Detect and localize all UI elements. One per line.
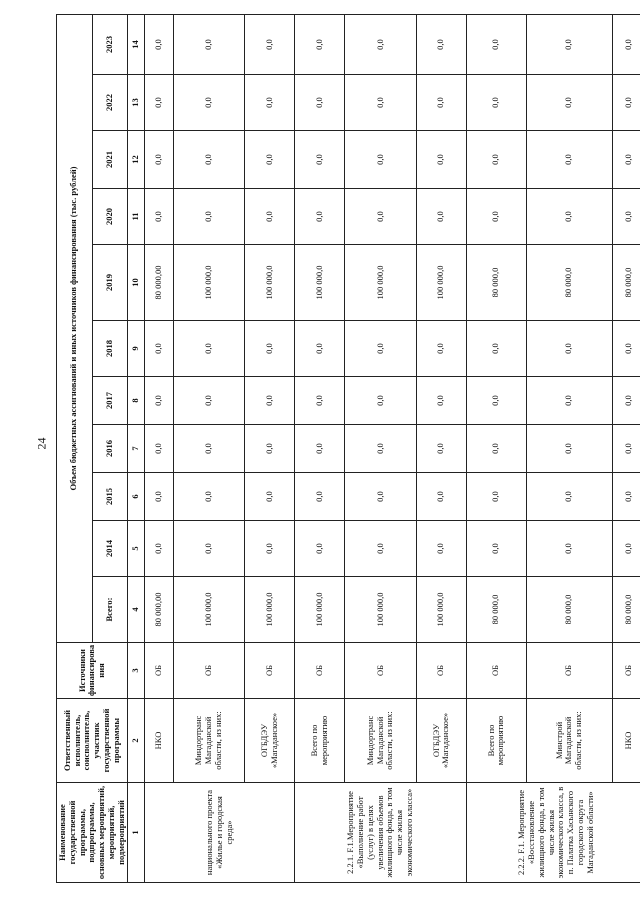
total-cell: 80 000,0 (526, 577, 612, 643)
year-value-cell: 0,0 (345, 14, 417, 74)
year-value-cell: 0,0 (295, 131, 345, 189)
year-value-cell: 0,0 (295, 75, 345, 131)
year-value-cell: 0,0 (345, 131, 417, 189)
header-year: 2015 (92, 473, 128, 521)
page-number: 24 (34, 437, 49, 450)
table-row (145, 14, 173, 882)
column-number: 1 (128, 783, 145, 883)
header-year: 2019 (92, 245, 128, 321)
year-value-cell: 0,0 (145, 14, 173, 74)
header-year: 2023 (92, 14, 128, 74)
responsible-cell: Всего по мероприятию (295, 699, 345, 783)
table-row (173, 14, 245, 882)
year-value-cell: 0,0 (245, 425, 295, 473)
year-value-cell: 0,0 (416, 189, 466, 245)
header-source: Источники финансирова ния (57, 643, 128, 699)
column-number: 10 (128, 245, 145, 321)
table-row (612, 14, 640, 882)
year-value-cell: 0,0 (295, 14, 345, 74)
column-number: 11 (128, 189, 145, 245)
header-year: 2016 (92, 425, 128, 473)
year-value-cell: 0,0 (173, 75, 245, 131)
header-name: Наименование государственной программы, подпрограммы, основных мероприятий, мероприятий, подмероприятий (57, 783, 128, 883)
year-value-cell: 0,0 (612, 377, 640, 425)
year-value-cell: 0,0 (173, 377, 245, 425)
total-cell: 100 000,0 (345, 577, 417, 643)
year-value-cell: 0,0 (416, 131, 466, 189)
source-cell: ОБ (612, 643, 640, 699)
year-value-cell: 0,0 (466, 521, 526, 577)
year-value-cell: 0,0 (526, 131, 612, 189)
column-number: 3 (128, 643, 145, 699)
financing-table (56, 14, 640, 883)
table-row (295, 14, 345, 882)
year-value-cell: 0,0 (145, 473, 173, 521)
year-value-cell: 80 000,0 (466, 245, 526, 321)
responsible-cell: Минстрой Магаданской области, из них: (526, 699, 612, 783)
header-year: 2022 (92, 75, 128, 131)
source-cell: ОБ (416, 643, 466, 699)
total-cell: 100 000,0 (173, 577, 245, 643)
source-cell: ОБ (295, 643, 345, 699)
year-value-cell: 0,0 (295, 189, 345, 245)
year-value-cell: 0,0 (466, 425, 526, 473)
year-value-cell: 0,0 (173, 14, 245, 74)
year-value-cell: 0,0 (466, 75, 526, 131)
year-value-cell: 0,0 (145, 521, 173, 577)
column-number: 7 (128, 425, 145, 473)
table-row (245, 14, 295, 882)
year-value-cell: 100 000,0 (173, 245, 245, 321)
year-value-cell: 0,0 (526, 473, 612, 521)
year-value-cell: 0,0 (345, 321, 417, 377)
year-value-cell: 0,0 (345, 521, 417, 577)
header-responsible: Ответственный исполнитель, соисполнитель, участник государственной программы (57, 699, 128, 783)
year-value-cell: 0,0 (612, 189, 640, 245)
source-cell: ОБ (345, 643, 417, 699)
header-total: Всего: (92, 577, 128, 643)
year-value-cell: 0,0 (245, 473, 295, 521)
total-cell: 100 000,0 (416, 577, 466, 643)
year-value-cell: 0,0 (173, 425, 245, 473)
program-name-cell: 2.2.2. F.1. Мероприятие «Восстановление жилищного фонда, в том числе жилья экономического класса, в п. Палатка Хасынского городского округа Магаданской области» (466, 783, 640, 883)
column-number-row (128, 14, 145, 882)
year-value-cell: 0,0 (295, 425, 345, 473)
year-value-cell: 0,0 (173, 473, 245, 521)
year-value-cell: 0,0 (295, 521, 345, 577)
year-value-cell: 0,0 (245, 75, 295, 131)
year-value-cell: 0,0 (526, 75, 612, 131)
responsible-cell: Миндортранс Магаданской области, из них: (345, 699, 417, 783)
year-value-cell: 80 000,0 (526, 245, 612, 321)
year-value-cell: 0,0 (466, 131, 526, 189)
year-value-cell: 0,0 (416, 321, 466, 377)
year-value-cell: 0,0 (173, 521, 245, 577)
year-value-cell: 0,0 (466, 321, 526, 377)
column-number: 12 (128, 131, 145, 189)
source-cell: ОБ (173, 643, 245, 699)
column-number: 13 (128, 75, 145, 131)
column-number: 8 (128, 377, 145, 425)
responsible-cell: ОГБДЭУ «Магаданское» (245, 699, 295, 783)
responsible-cell: НКО (612, 699, 640, 783)
year-value-cell: 0,0 (526, 377, 612, 425)
year-value-cell: 0,0 (526, 189, 612, 245)
source-cell: ОБ (245, 643, 295, 699)
year-value-cell: 0,0 (416, 377, 466, 425)
year-value-cell: 0,0 (245, 521, 295, 577)
program-name-cell: национального проекта «Жилье и городская среда» (145, 783, 295, 883)
year-value-cell: 0,0 (416, 521, 466, 577)
year-value-cell: 0,0 (416, 14, 466, 74)
year-value-cell: 0,0 (245, 14, 295, 74)
year-value-cell: 0,0 (416, 425, 466, 473)
total-cell: 100 000,0 (295, 577, 345, 643)
year-value-cell: 0,0 (245, 189, 295, 245)
year-value-cell: 0,0 (173, 131, 245, 189)
table-row (345, 14, 417, 882)
year-value-cell: 0,0 (526, 321, 612, 377)
year-value-cell: 0,0 (345, 189, 417, 245)
year-value-cell: 0,0 (416, 473, 466, 521)
responsible-cell: Миндортранс Магаданской области, из них: (173, 699, 245, 783)
column-number: 14 (128, 14, 145, 74)
program-name-cell: 2.2.1. F.1.Мероприятие «Выполнение работ (услуг) в целях увеличения объемов жилищного фонда, в том числе жилья экономического класса» (295, 783, 467, 883)
year-value-cell: 0,0 (526, 521, 612, 577)
year-value-cell: 0,0 (295, 321, 345, 377)
header-year: 2014 (92, 521, 128, 577)
responsible-cell: Всего по мероприятию (466, 699, 526, 783)
total-cell: 80 000,00 (145, 577, 173, 643)
header-row-1 (57, 14, 93, 882)
year-value-cell: 0,0 (145, 425, 173, 473)
year-value-cell: 0,0 (526, 425, 612, 473)
rotated-table-wrapper (56, 15, 634, 883)
table-body (145, 14, 640, 882)
year-value-cell: 80 000,00 (145, 245, 173, 321)
year-value-cell: 0,0 (245, 131, 295, 189)
year-value-cell: 0,0 (173, 321, 245, 377)
column-number: 6 (128, 473, 145, 521)
year-value-cell: 0,0 (345, 377, 417, 425)
year-value-cell: 0,0 (145, 321, 173, 377)
source-cell: ОБ (145, 643, 173, 699)
year-value-cell: 100 000,0 (295, 245, 345, 321)
column-number: 5 (128, 521, 145, 577)
header-year: 2020 (92, 189, 128, 245)
column-number: 2 (128, 699, 145, 783)
year-value-cell: 0,0 (466, 377, 526, 425)
year-value-cell: 0,0 (612, 14, 640, 74)
total-cell: 100 000,0 (245, 577, 295, 643)
year-value-cell: 0,0 (345, 473, 417, 521)
responsible-cell: НКО (145, 699, 173, 783)
year-value-cell: 0,0 (145, 377, 173, 425)
year-value-cell: 0,0 (466, 473, 526, 521)
year-value-cell: 100 000,0 (345, 245, 417, 321)
year-value-cell: 0,0 (145, 75, 173, 131)
year-value-cell: 0,0 (145, 189, 173, 245)
year-value-cell: 0,0 (526, 14, 612, 74)
year-value-cell: 100 000,0 (416, 245, 466, 321)
year-value-cell: 0,0 (295, 377, 345, 425)
column-number: 9 (128, 321, 145, 377)
column-number: 4 (128, 577, 145, 643)
source-cell: ОБ (466, 643, 526, 699)
year-value-cell: 0,0 (466, 189, 526, 245)
year-value-cell: 0,0 (612, 75, 640, 131)
source-cell: ОБ (526, 643, 612, 699)
year-value-cell: 0,0 (245, 377, 295, 425)
year-value-cell: 0,0 (612, 473, 640, 521)
header-year: 2021 (92, 131, 128, 189)
year-value-cell: 0,0 (295, 473, 345, 521)
year-value-cell: 0,0 (612, 321, 640, 377)
year-value-cell: 80 000,0 (612, 245, 640, 321)
year-value-cell: 0,0 (245, 321, 295, 377)
year-value-cell: 0,0 (345, 425, 417, 473)
header-year: 2017 (92, 377, 128, 425)
total-cell: 80 000,0 (612, 577, 640, 643)
total-cell: 80 000,0 (466, 577, 526, 643)
year-value-cell: 0,0 (466, 14, 526, 74)
year-value-cell: 0,0 (612, 521, 640, 577)
table-row (526, 14, 612, 882)
year-value-cell: 0,0 (173, 189, 245, 245)
year-value-cell: 0,0 (345, 75, 417, 131)
table-row (466, 14, 526, 882)
year-value-cell: 0,0 (612, 131, 640, 189)
responsible-cell: ОГБДЭУ «Магаданское» (416, 699, 466, 783)
year-value-cell: 0,0 (612, 425, 640, 473)
header-year: 2018 (92, 321, 128, 377)
header-volume: Объем бюджетных ассигнований и иных источников финансирования (тыс. рублей) (57, 14, 93, 642)
year-value-cell: 0,0 (145, 131, 173, 189)
year-value-cell: 0,0 (416, 75, 466, 131)
table-row (416, 14, 466, 882)
year-value-cell: 100 000,0 (245, 245, 295, 321)
